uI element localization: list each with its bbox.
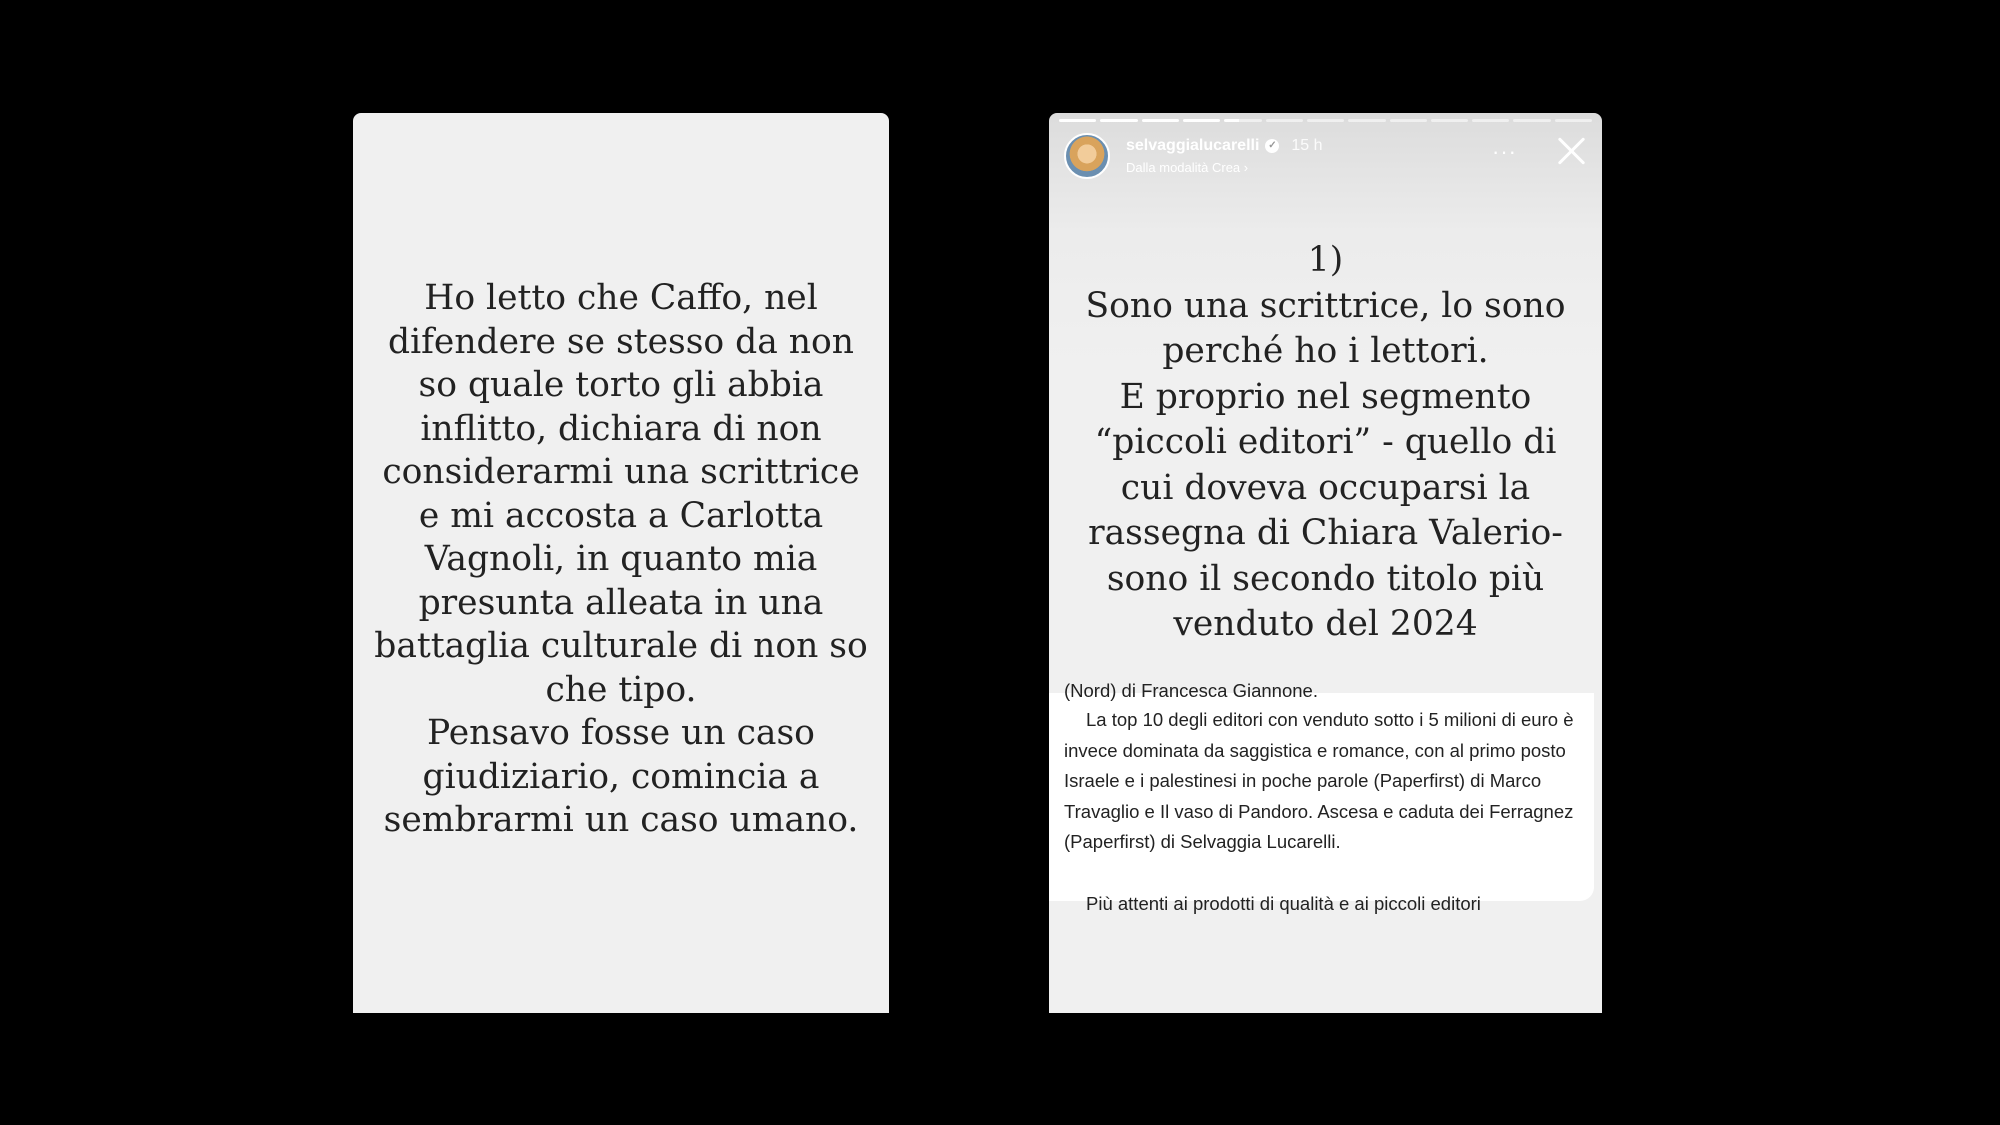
progress-segment <box>1224 119 1261 122</box>
username[interactable]: selvaggialucarelli <box>1126 137 1260 154</box>
clipping-cut-top: (Nord) di Francesca Giannone. <box>1064 680 1318 701</box>
progress-segment <box>1513 119 1550 122</box>
clipping-cut-bottom: Più attenti ai prodotti di qualità e ai piccoli editori <box>1086 893 1481 914</box>
clipping-body <box>1064 705 1579 858</box>
close-icon[interactable] <box>1555 133 1587 165</box>
progress-segment <box>1390 119 1427 122</box>
progress-segment <box>1142 119 1179 122</box>
progress-segment <box>1307 119 1344 122</box>
story-subline[interactable] <box>1126 160 1248 175</box>
clipping-body-text: La top 10 degli editori con venduto sotto i 5 milioni di euro è invece dominata da saggistica e romance, con al primo posto Israele e i palestinesi in poche parole (Paperfirst) di Marco Travaglio e Il vaso di Pandoro. Ascesa e caduta dei Ferragnez (Paperfirst) di Selvaggia Lucarelli. <box>1064 709 1574 852</box>
story-header <box>1064 133 1587 183</box>
story-progress-bar <box>1059 119 1592 122</box>
progress-segment <box>1431 119 1468 122</box>
progress-segment <box>1555 119 1592 122</box>
progress-segment <box>1348 119 1385 122</box>
story-left-paragraph-1: Ho letto che Caffo, nel difendere se stesso da non so quale torto gli abbia inflitto, dichiara di non considerarmi una scrittrice e mi accosta a Carlotta Vagnoli, in quanto mia presunta alleata in una battaglia culturale di non so che tipo. <box>374 278 868 710</box>
progress-segment <box>1100 119 1137 122</box>
story-right <box>1049 113 1602 1013</box>
story-number: 1) <box>1307 240 1344 280</box>
more-horizontal-icon[interactable]: ··· <box>1492 139 1517 164</box>
chevron-right-icon: › <box>1243 160 1249 175</box>
story-username-row <box>1126 137 1323 155</box>
story-subline-label: Dalla modalità Crea <box>1126 160 1241 175</box>
story-left-paragraph-2: Pensavo fosse un caso giudiziario, comincia a sembrarmi un caso umano. <box>383 713 859 841</box>
story-timestamp: 15 h <box>1291 137 1323 154</box>
article-clipping <box>1049 680 1594 914</box>
progress-segment <box>1266 119 1303 122</box>
avatar[interactable] <box>1064 133 1110 179</box>
progress-segment <box>1059 119 1096 122</box>
verified-badge-icon: ✓ <box>1265 139 1279 153</box>
story-line-1: Sono una scrittrice, lo sono perché ho i lettori. <box>1085 285 1566 371</box>
story-left-text <box>371 277 871 843</box>
story-line-2: E proprio nel segmento “piccoli editori” - quello di cui doveva occuparsi la rassegna di Chiara Valerio- sono il secondo titolo più venduto del 2024 <box>1088 376 1563 644</box>
progress-segment <box>1472 119 1509 122</box>
progress-segment <box>1183 119 1220 122</box>
story-left <box>353 113 889 1013</box>
story-right-text <box>1059 238 1592 648</box>
